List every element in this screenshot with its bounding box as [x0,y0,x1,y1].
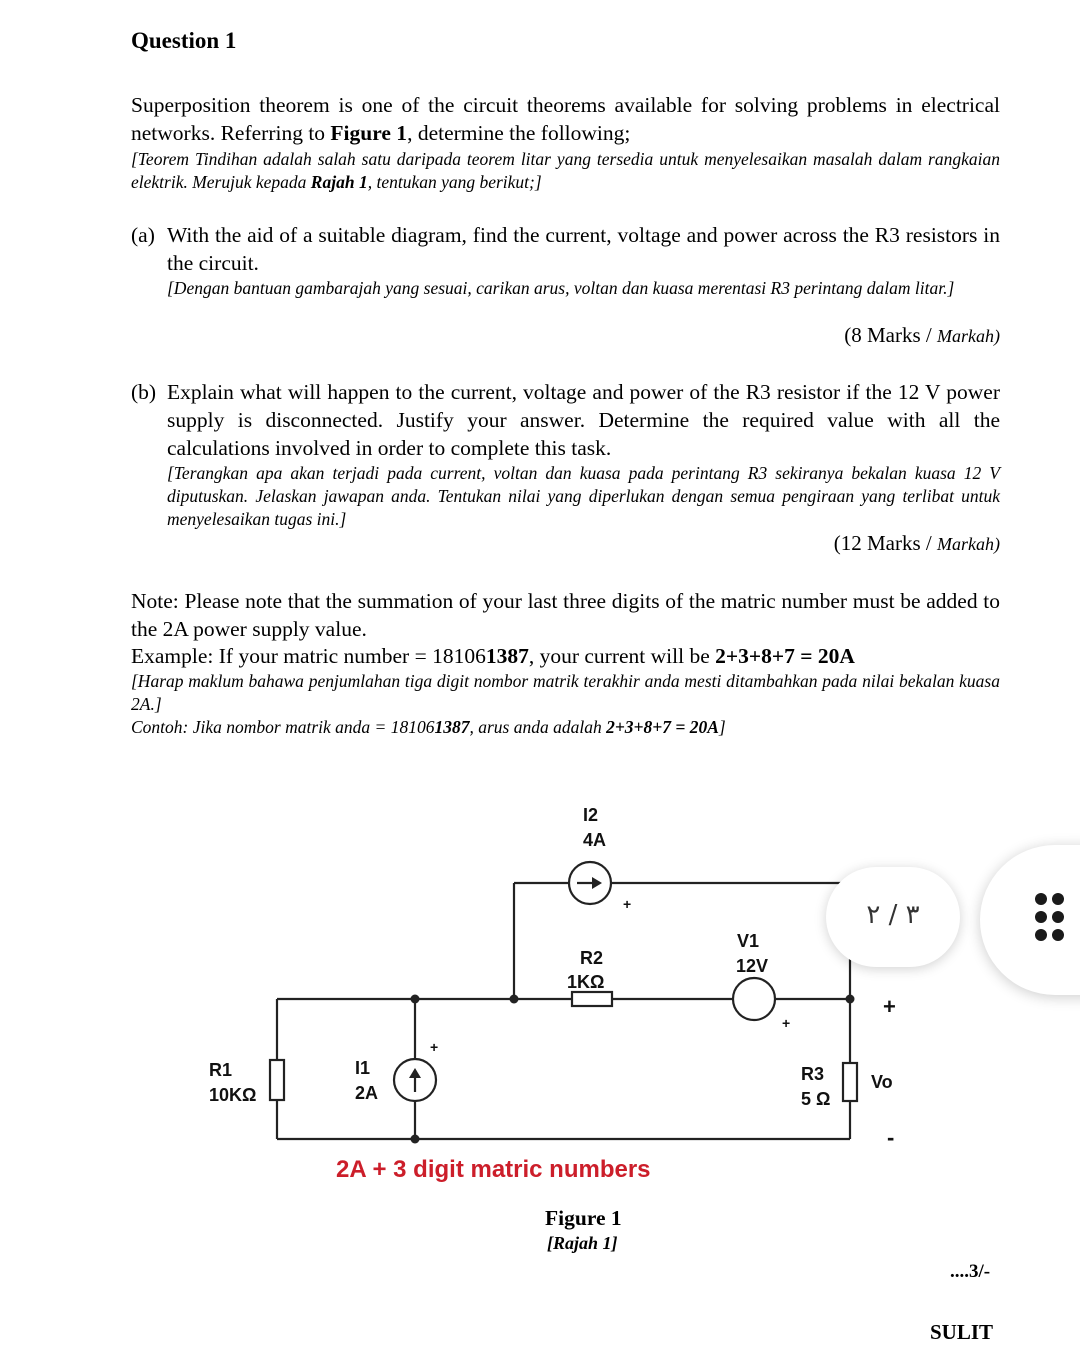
i2-value: 4A [583,830,607,850]
junction-node [510,995,519,1004]
figure-caption: Figure 1 [545,1206,622,1230]
r2-label: R2 [580,948,604,968]
part-b-label: (b) [131,380,157,404]
i1-label: I1 [355,1058,371,1078]
part-b-malay: [Terangkan apa akan terjadi pada current, voltan dan kuasa pada perintang R3 sekiranya bekalan kuasa 12 V diputuskan. Jelaskan jawapan anda. Tentukan nilai yang diperlukan dengan semua pengiraan yang terlibat untuk menyelesaikan tugas ini.] [167,463,1000,529]
junction-node [411,995,420,1004]
r2-resistor [572,992,612,1006]
i2-plus: + [623,896,632,912]
part-a-malay: [Dengan bantuan gambarajah yang sesuai, carikan arus, voltan dan kuasa merentasi R3 perintang dalam litar.] [167,278,955,298]
matric-caption: 2A + 3 digit matric numbers [336,1156,651,1183]
r3-value: 5 Ω [801,1089,831,1109]
intro-english: Superposition theorem is one of the circuit theorems available for solving problems in electrical networks. Referring to Figure 1, determine the following; [131,93,1000,145]
i2-source [569,862,611,904]
v1-label: V1 [737,931,760,951]
note-malay: [Harap maklum bahawa penjumlahan tiga digit nombor matrik terakhir anda mesti ditambahkan pada nilai bekalan kuasa 2A.] [131,671,1000,714]
r1-resistor [270,1060,284,1100]
i1-source [394,1059,436,1101]
r1-value: 10KΩ [209,1085,257,1105]
note-english: Note: Please note that the summation of your last three digits of the matric number must be added to the 2A power supply value. [131,589,1000,641]
part-a-label: (a) [131,223,155,247]
r3-resistor [843,1063,857,1101]
v1-source [733,978,775,1020]
note-example-malay: Contoh: Jika nombor matrik anda = 181061387, arus anda adalah 2+3+8+7 = 20A] [131,717,726,737]
vo-plus: + [883,994,896,1019]
question-title: Question 1 [131,28,237,53]
junction-node [846,995,855,1004]
part-b-marks: (12 Marks / Markah) [833,531,1000,555]
part-a-english: With the aid of a suitable diagram, find the current, voltage and power across the R3 resistors in the circuit. [167,223,1000,275]
v1-plus: + [782,1015,791,1031]
note-example: Example: If your matric number = 181061387, your current will be 2+3+8+7 = 20A [131,644,855,668]
vo-minus: - [887,1125,895,1150]
page-continuation: ....3/- [950,1261,991,1282]
vo-label: Vo [871,1072,893,1092]
footer-sulit: SULIT [930,1320,994,1344]
v1-value: 12V [736,956,769,976]
r2-value: 1KΩ [567,972,605,992]
part-a-marks: (8 Marks / Markah) [844,323,1000,347]
part-b-english: Explain what will happen to the current, voltage and power of the R3 resistor if the 12 V power supply is disconnected. Justify your answer. Determine the required value with all the calculations involved in order to complete this task. [167,380,1000,460]
i1-plus: + [430,1039,439,1055]
r3-label: R3 [801,1064,825,1084]
junction-node [411,1135,420,1144]
figure-caption-malay: [Rajah 1] [547,1233,618,1253]
r1-label: R1 [209,1060,233,1080]
intro-malay: [Teorem Tindihan adalah salah satu daripada teorem litar yang tersedia untuk menyelesaikan masalah dalam rangkaian elektrik. Merujuk kepada Rajah 1, tentukan yang berikut;] [131,149,1000,192]
i1-value: 2A [355,1083,379,1103]
page-indicator-text: ٣ / ٢ [866,900,920,930]
page-indicator-bubble[interactable] [826,867,960,967]
i2-label: I2 [583,805,599,825]
